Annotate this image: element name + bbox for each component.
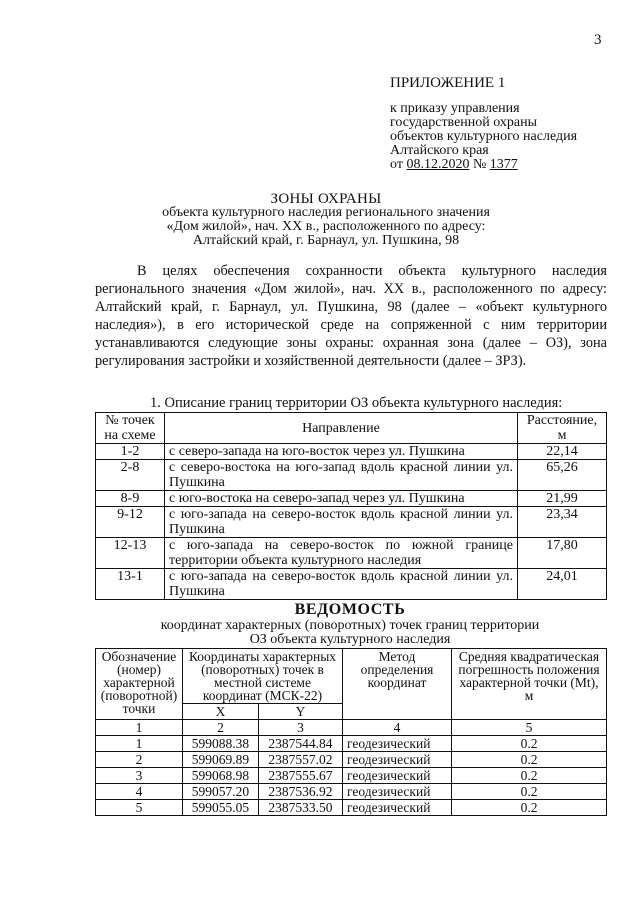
cell-y: 2387544.84: [258, 736, 342, 752]
vedomost-subtitle-line: ОЗ объекта культурного наследия: [249, 632, 451, 647]
index-cell: 2: [183, 720, 259, 736]
table-row: [96, 784, 607, 800]
table-row: [96, 800, 607, 816]
cell-mt: 0.2: [452, 736, 607, 752]
zones-subtitle-line: «Дом жилой», нач. XX в., расположенного по адресу:: [166, 219, 486, 234]
cell-method: геодезический: [343, 800, 452, 816]
cell-direction: с юго-востока на северо-запад через ул. Пушкина: [165, 491, 518, 507]
table-row: [96, 507, 607, 538]
table-header-row: [96, 649, 607, 704]
table-row: [96, 736, 607, 752]
cell-num: 2-8: [96, 460, 165, 491]
table-row: [96, 752, 607, 768]
cell-point: 5: [96, 800, 183, 816]
cell-distance: 21,99: [518, 491, 607, 507]
cell-direction: с юго-запада на северо-восток по южной границе территории объекта культурного наследия: [165, 538, 518, 569]
index-cell: 3: [258, 720, 342, 736]
cell-x: 599068.98: [183, 768, 259, 784]
index-cell: 4: [343, 720, 452, 736]
header-coords: Координаты характерных (поворотных) точек в местной системе координат (МСК-22): [183, 649, 343, 704]
cell-point: 3: [96, 768, 183, 784]
header-num: № точек на схеме: [96, 413, 165, 444]
cell-x: 599088.38: [183, 736, 259, 752]
page-number: 3: [594, 32, 602, 48]
cell-mt: 0.2: [452, 784, 607, 800]
cell-y: 2387555.67: [258, 768, 342, 784]
vedomost-subtitle-line: координат характерных (поворотных) точек границ территории: [160, 618, 540, 633]
boundary-table: [95, 412, 607, 600]
header-y: Y: [258, 704, 342, 720]
order-number: 1377: [489, 157, 518, 172]
index-cell: 5: [452, 720, 607, 736]
cell-direction: с северо-востока на юго-запад вдоль красной линии ул. Пушкина: [165, 460, 518, 491]
table-row: [96, 538, 607, 569]
vedomost-heading: [60, 603, 640, 647]
cell-point: 2: [96, 752, 183, 768]
header-direction: Направление: [165, 413, 518, 444]
cell-method: геодезический: [343, 784, 452, 800]
cell-mt: 0.2: [452, 768, 607, 784]
table-header-row: [96, 413, 607, 444]
order-number-sign: №: [469, 157, 490, 172]
cell-distance: 17,80: [518, 538, 607, 569]
cell-distance: 65,26: [518, 460, 607, 491]
intro-paragraph: В целях обеспечения сохранности объекта культурного наследия регионального значения «Дом жилой», нач. XX в., расположенного по адресу: Алтайский край, г. Барнаул, ул. Пушкина, 98 (далее – «объект культурного наследия»), в его исторической среде на сопряженной с ним территории устанавливаются следующие зоны охраны: охранная зона (далее – ОЗ), зона регулирования застройки и хозяйственной деятельности (далее – ЗРЗ).: [95, 263, 607, 369]
cell-num: 13-1: [96, 569, 165, 600]
cell-distance: 23,34: [518, 507, 607, 538]
cell-mt: 0.2: [452, 752, 607, 768]
cell-point: 1: [96, 736, 183, 752]
zones-subtitle-line: объекта культурного наследия регионального значения: [162, 205, 490, 220]
cell-num: 1-2: [96, 444, 165, 460]
order-prefix: от: [390, 157, 407, 172]
cell-y: 2387557.02: [258, 752, 342, 768]
appendix-block: [390, 76, 630, 172]
cell-distance: 24,01: [518, 569, 607, 600]
coordinates-table: [95, 648, 607, 816]
table-row: [96, 491, 607, 507]
appendix-line: Алтайского края: [390, 143, 489, 158]
zones-subtitle-line: Алтайский край, г. Барнаул, ул. Пушкина, 98: [192, 233, 460, 248]
zones-title: ЗОНЫ ОХРАНЫ: [270, 191, 382, 207]
header-distance: Расстояние, м: [518, 413, 607, 444]
index-cell: 1: [96, 720, 183, 736]
header-point: Обозначение (номер) характерной (поворотной) точки: [96, 649, 183, 720]
cell-mt: 0.2: [452, 800, 607, 816]
header-method: Метод определения координат: [343, 649, 452, 720]
cell-direction: с северо-запада на юго-восток через ул. Пушкина: [165, 444, 518, 460]
cell-method: геодезический: [343, 736, 452, 752]
order-date: 08.12.2020: [406, 157, 470, 172]
appendix-line: объектов культурного наследия: [390, 129, 578, 144]
cell-y: 2387533.50: [258, 800, 342, 816]
cell-point: 4: [96, 784, 183, 800]
cell-y: 2387536.92: [258, 784, 342, 800]
cell-num: 8-9: [96, 491, 165, 507]
table1-caption: 1. Описание границ территории ОЗ объекта культурного наследия:: [150, 395, 563, 411]
table-row: [96, 768, 607, 784]
appendix-line: к приказу управления: [390, 101, 520, 116]
cell-direction: с юго-запада на северо-восток вдоль красной линии ул. Пушкина: [165, 569, 518, 600]
cell-method: геодезический: [343, 768, 452, 784]
zones-heading: [60, 192, 592, 248]
table-row: [96, 444, 607, 460]
appendix-title: ПРИЛОЖЕНИЕ 1: [390, 75, 506, 91]
header-accuracy: Средняя квадратическая погрешность положения характерной точки (Mt), м: [452, 649, 607, 720]
table-index-row: [96, 720, 607, 736]
vedomost-title: ВЕДОМОСТЬ: [294, 601, 406, 618]
table-row: [96, 569, 607, 600]
table-row: [96, 460, 607, 491]
cell-x: 599057.20: [183, 784, 259, 800]
cell-x: 599055.05: [183, 800, 259, 816]
cell-num: 12-13: [96, 538, 165, 569]
cell-num: 9-12: [96, 507, 165, 538]
cell-x: 599069.89: [183, 752, 259, 768]
appendix-line: государственной охраны: [390, 115, 538, 130]
cell-direction: с юго-запада на северо-восток вдоль красной линии ул. Пушкина: [165, 507, 518, 538]
order-line: [390, 158, 630, 172]
header-x: X: [183, 704, 259, 720]
cell-method: геодезический: [343, 752, 452, 768]
cell-distance: 22,14: [518, 444, 607, 460]
